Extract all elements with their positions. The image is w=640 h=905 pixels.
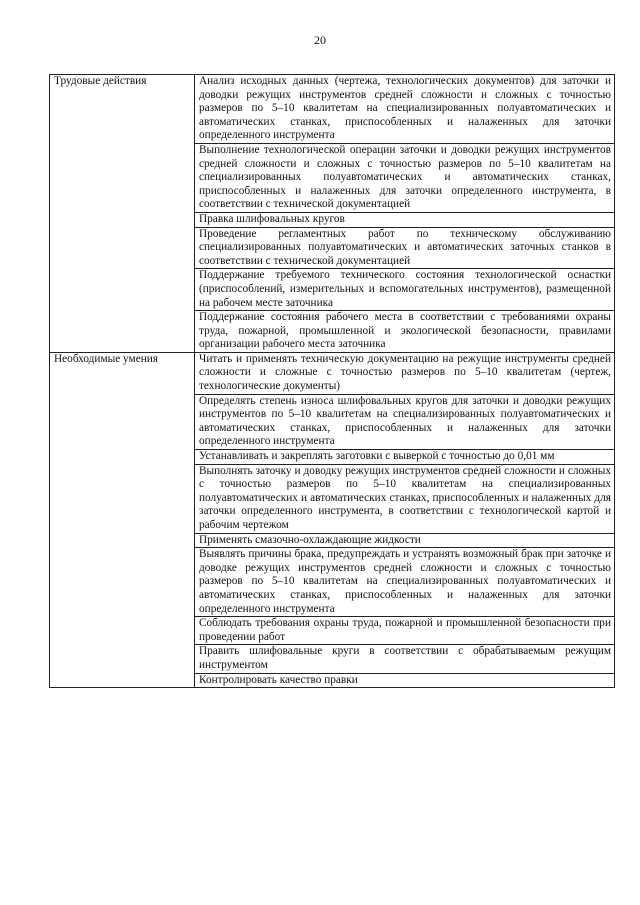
skill-item: Определять степень износа шлифовальных кругов для заточки и доводки режущих инструментов по 5–10 квалитетам на специализированных полуавтоматических и автоматических станках, приспособленных и налаженных для заточки определенного инструмента — [195, 394, 615, 449]
table-row — [50, 75, 615, 144]
labor-action-item: Анализ исходных данных (чертежа, технологических документов) для заточки и доводки режущих инструментов средней сложности и сложных с точностью размеров по 5–10 квалитетам на специализированных полуавтоматических и автоматических станках, приспособленных и налаженных для заточки определенного инструмента — [195, 75, 615, 144]
labor-action-item: Поддержание требуемого технического состояния технологической оснастки (приспособлений, измерительных и вспомогательных инструментов), размещенной на рабочем месте заточника — [195, 269, 615, 311]
skill-item: Применять смазочно-охлаждающие жидкости — [195, 533, 615, 548]
skill-item: Читать и применять техническую документацию на режущие инструменты средней сложности и сложные с точностью размеров по 5–10 квалитетам (чертеж, технологические документы) — [195, 352, 615, 394]
skill-item: Выполнять заточку и доводку режущих инструментов средней сложности и сложных с точностью размеров по 5–10 квалитетам на специализированных полуавтоматических и автоматических станках, приспособленных и налаженных для заточки определенного инструмента, в соответствии с технологической картой и рабочим чертежом — [195, 464, 615, 533]
skill-item: Устанавливать и закреплять заготовки с выверкой с точностью до 0,01 мм — [195, 450, 615, 465]
section-label-labor-actions: Трудовые действия — [50, 75, 195, 353]
labor-action-item: Поддержание состояния рабочего места в соответствии с требованиями охраны труда, пожарной, промышленной и экологической безопасности, правилами организации рабочего места заточника — [195, 311, 615, 353]
labor-action-item: Проведение регламентных работ по техническому обслуживанию специализированных полуавтоматических и автоматических заточных станков в соответствии с технической документацией — [195, 227, 615, 269]
section-label-required-skills: Необходимые умения — [50, 352, 195, 687]
page-number: 20 — [314, 33, 326, 47]
requirements-table — [49, 74, 615, 688]
skill-item: Контролировать качество правки — [195, 673, 615, 688]
labor-action-item: Правка шлифовальных кругов — [195, 212, 615, 227]
skill-item: Править шлифовальные круги в соответствии с обрабатываемым режущим инструментом — [195, 645, 615, 673]
table-row — [50, 352, 615, 394]
skill-item: Соблюдать требования охраны труда, пожарной и промышленной безопасности при проведении работ — [195, 617, 615, 645]
skill-item: Выявлять причины брака, предупреждать и устранять возможный брак при заточке и доводке режущих инструментов средней сложности и сложных с точностью размеров по 5–10 квалитетам на специализированных полуавтоматических и автоматических станках, приспособленных и налаженных для заточки определенного инструмента — [195, 548, 615, 617]
labor-action-item: Выполнение технологической операции заточки и доводки режущих инструментов средней сложности и сложных с точностью размеров по 5–10 квалитетам на специализированных полуавтоматических и автоматических станках, приспособленных и налаженных для заточки определенного инструмента, в соответствии с технической документацией — [195, 143, 615, 212]
